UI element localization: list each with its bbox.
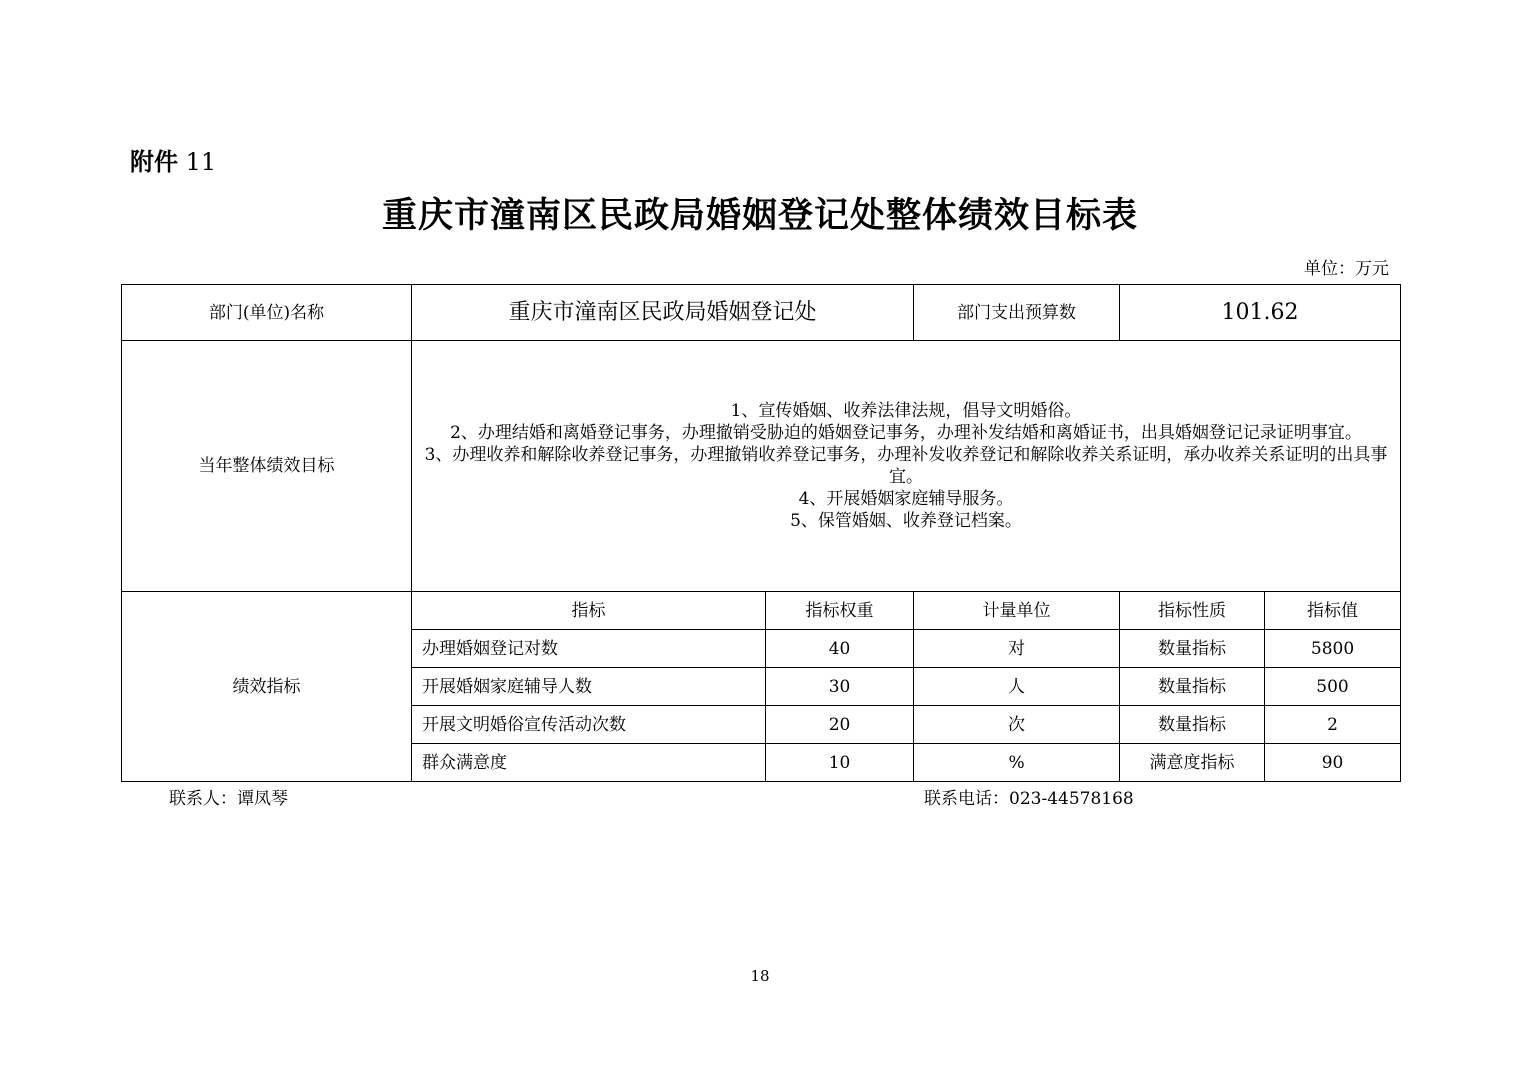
indicator-name: 办理婚姻登记对数 [412, 630, 766, 668]
unit-note: 单位：万元 [1304, 259, 1389, 279]
indicator-unit: 对 [914, 630, 1120, 668]
indicator-weight: 30 [766, 668, 914, 706]
attachment-heading [130, 146, 216, 178]
indicator-value: 2 [1265, 706, 1401, 744]
indicator-weight: 20 [766, 706, 914, 744]
indicator-value: 5800 [1265, 630, 1401, 668]
goal-item: 1、宣传婚姻、收养法律法规，倡导文明婚俗。 [730, 401, 1082, 421]
document-title: 重庆市潼南区民政局婚姻登记处整体绩效目标表 [381, 195, 1138, 236]
page-number: 18 [750, 967, 770, 985]
dept-name-label: 部门(单位)名称 [122, 285, 412, 341]
goal-item: 2、办理结婚和离婚登记事务，办理撤销受胁迫的婚姻登记事务，办理补发结婚和离婚证书，出具婚姻登记记录证明事宜。 [450, 423, 1362, 443]
header-indicator: 指标 [412, 592, 766, 630]
indicators-label: 绩效指标 [122, 592, 412, 782]
header-weight: 指标权重 [766, 592, 914, 630]
contact-person: 联系人：谭凤琴 [169, 789, 288, 809]
attachment-label: 附件 [130, 148, 178, 176]
goals-content [412, 341, 1401, 592]
indicator-value: 90 [1265, 744, 1401, 782]
department-row [122, 285, 1401, 341]
goal-item: 3、办理收养和解除收养登记事务，办理撤销收养登记事务，办理补发收养登记和解除收养关系证明，承办收养关系证明的出具事宜。 [424, 445, 1388, 487]
attachment-number: 11 [185, 148, 217, 176]
indicator-weight: 40 [766, 630, 914, 668]
indicator-nature: 数量指标 [1120, 630, 1265, 668]
dept-name-value: 重庆市潼南区民政局婚姻登记处 [412, 285, 914, 341]
goals-row [122, 341, 1401, 592]
header-value: 指标值 [1265, 592, 1401, 630]
indicator-unit: 人 [914, 668, 1120, 706]
goal-item: 4、开展婚姻家庭辅导服务。 [798, 489, 1014, 509]
goal-item: 5、保管婚姻、收养登记档案。 [790, 511, 1022, 531]
indicator-unit: 次 [914, 706, 1120, 744]
indicator-header-row [122, 592, 1401, 630]
header-nature: 指标性质 [1120, 592, 1265, 630]
indicator-nature: 数量指标 [1120, 706, 1265, 744]
contact-phone: 联系电话：023-44578168 [924, 789, 1134, 809]
indicator-nature: 满意度指标 [1120, 744, 1265, 782]
performance-table [121, 284, 1401, 782]
header-unit: 计量单位 [914, 592, 1120, 630]
indicator-weight: 10 [766, 744, 914, 782]
budget-label: 部门支出预算数 [914, 285, 1120, 341]
indicator-name: 开展婚姻家庭辅导人数 [412, 668, 766, 706]
indicator-name: 群众满意度 [412, 744, 766, 782]
indicator-value: 500 [1265, 668, 1401, 706]
goals-label: 当年整体绩效目标 [122, 341, 412, 592]
indicator-name: 开展文明婚俗宣传活动次数 [412, 706, 766, 744]
budget-value: 101.62 [1120, 285, 1401, 341]
indicator-unit: % [914, 744, 1120, 782]
indicator-nature: 数量指标 [1120, 668, 1265, 706]
